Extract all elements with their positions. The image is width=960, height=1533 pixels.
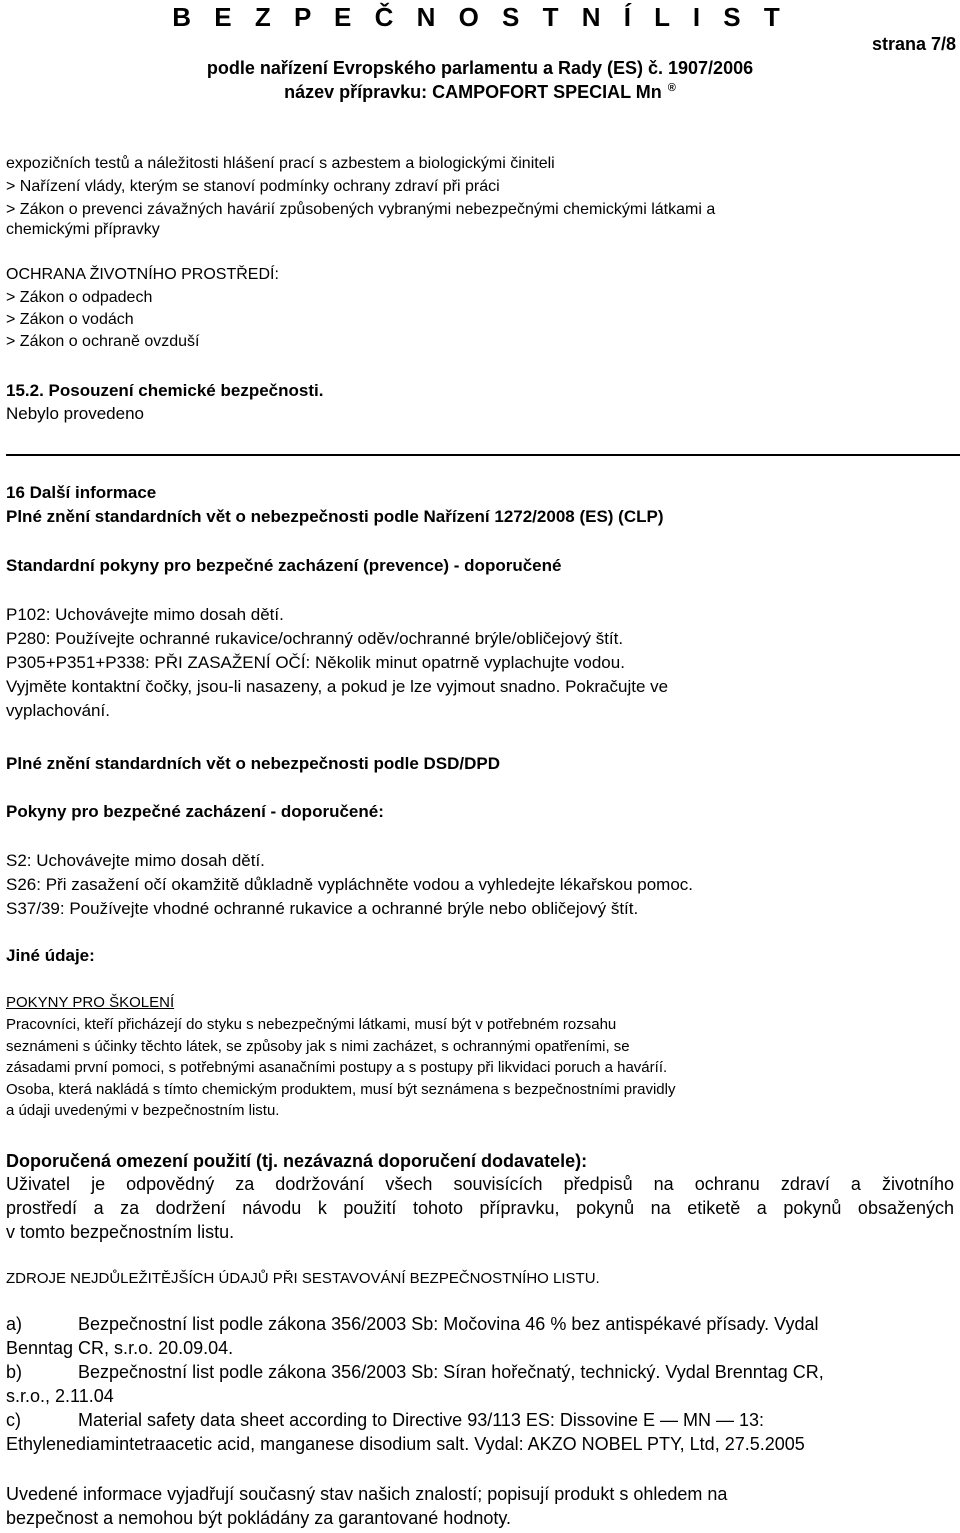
training-line: seznámeni s účinky těchto látek, se způsoby jak s nimi zacházet, s ochrannými opatřeními, se xyxy=(6,1038,630,1055)
section-15-2-heading: 15.2. Posouzení chemické bezpečnosti. xyxy=(6,381,324,400)
p-statement: P102: Uchovávejte mimo dosah dětí. xyxy=(6,605,284,624)
legal-line: chemickými přípravky xyxy=(6,221,160,238)
product-line xyxy=(0,82,960,103)
dsd-heading: Plné znění standardních vět o nebezpečnosti podle DSD/DPD xyxy=(6,754,501,773)
env-item: > Zákon o odpadech xyxy=(6,289,153,306)
source-item-c xyxy=(6,1410,764,1431)
restrictions-heading: Doporučená omezení použití (tj. nezávazná doporučení dodavatele): xyxy=(6,1151,588,1171)
s-statement: S2: Uchovávejte mimo dosah dětí. xyxy=(6,851,265,870)
source-label: a) xyxy=(6,1314,23,1334)
p-statement: P305+P351+P338: PŘI ZASAŽENÍ OČÍ: Několik minut opatrně vyplachujte vodou. xyxy=(6,653,625,672)
restrictions-line: Uživatel je odpovědný za dodržování všech souvisících předpisů na ochranu zdraví a životního xyxy=(6,1174,954,1194)
product-name: název přípravku: CAMPOFORT SPECIAL Mn xyxy=(284,82,662,102)
env-heading: OCHRANA ŽIVOTNÍHO PROSTŘEDÍ: xyxy=(6,266,279,283)
restrictions-line: prostředí a za dodržení návodu k použití tohoto přípravku, pokynů na etiketě a pokynů obsažených xyxy=(6,1198,954,1218)
section-divider xyxy=(6,454,960,456)
training-line: Pracovníci, kteří přicházejí do styku s nebezpečnými látkami, musí být v potřebném rozsahu xyxy=(6,1016,617,1033)
source-text: Bezpečnostní list podle zákona 356/2003 Sb: Močovina 46 % bez antispékavé přísady. Vydal xyxy=(78,1314,819,1334)
p-statement: vyplachování. xyxy=(6,701,110,720)
legal-line: > Zákon o prevenci závažných havárií způsobených vybranými nebezpečnými chemickými látkami a xyxy=(6,201,716,218)
registered-mark: ® xyxy=(667,82,676,94)
section-16-heading: 16 Další informace xyxy=(6,483,157,502)
legal-line: expozičních testů a náležitosti hlášení prací s azbestem a biologickými činiteli xyxy=(6,155,555,172)
source-item-b xyxy=(6,1362,824,1383)
s-statement: S26: Při zasažení očí okamžitě důkladně vypláchněte vodou a vyhledejte lékařskou pomoc. xyxy=(6,875,694,894)
source-label: c) xyxy=(6,1410,21,1430)
sources-heading: ZDROJE NEJDŮLEŽITĚJŠÍCH ÚDAJŮ PŘI SESTAVOVÁNÍ BEZPEČNOSTNÍHO LISTU. xyxy=(6,1270,600,1287)
training-line: a údaji uvedenými v bezpečnostním listu. xyxy=(6,1102,280,1119)
training-line: zásadami první pomoci, s potřebnými asanačními postupy a s postupy při likvidaci poruch a haváríí. xyxy=(6,1059,668,1076)
p-statement: P280: Používejte ochranné rukavice/ochranný oděv/ochranné brýle/obličejový štít. xyxy=(6,629,624,648)
other-info-heading: Jiné údaje: xyxy=(6,946,95,965)
source-label: b) xyxy=(6,1362,23,1382)
document-title: B E Z P E Č N O S T N Í L I S T xyxy=(172,2,788,32)
section-15-2-text: Nebylo provedeno xyxy=(6,404,144,423)
training-heading: POKYNY PRO ŠKOLENÍ xyxy=(6,994,175,1011)
source-item-a xyxy=(6,1314,818,1335)
s-statement: S37/39: Používejte vhodné ochranné rukavice a ochranné brýle nebo obličejový štít. xyxy=(6,899,639,918)
p-statement: Vyjměte kontaktní čočky, jsou-li nasazeny, a pokud je lze vyjmout snadno. Pokračujte ve xyxy=(6,677,669,696)
page-number: strana 7/8 xyxy=(871,34,956,54)
source-text-cont: s.r.o., 2.11.04 xyxy=(6,1386,114,1406)
dsd-subheading: Pokyny pro bezpečné zacházení - doporučené: xyxy=(6,802,384,821)
clp-heading: Plné znění standardních vět o nebezpečnosti podle Nařízení 1272/2008 (ES) (CLP) xyxy=(6,507,664,526)
restrictions-line: v tomto bezpečnostním listu. xyxy=(6,1222,235,1242)
source-text: Material safety data sheet according to Directive 93/113 ES: Dissovine E — MN — 13: xyxy=(78,1410,764,1430)
source-text: Bezpečnostní list podle zákona 356/2003 Sb: Síran hořečnatý, technický. Vydal Brenntag CR, xyxy=(78,1362,824,1382)
source-text-cont: Benntag CR, s.r.o. 20.09.04. xyxy=(6,1338,234,1358)
env-item: > Zákon o vodách xyxy=(6,311,134,328)
training-line: Osoba, která nakládá s tímto chemickým produktem, musí být seznámena s bezpečnostními pravidly xyxy=(6,1081,676,1098)
disclaimer-line: bezpečnost a nemohou být pokládány za garantované hodnoty. xyxy=(6,1508,512,1528)
prevention-heading: Standardní pokyny pro bezpečné zacházení (prevence) - doporučené xyxy=(6,556,562,575)
source-text-cont: Ethylenediamintetraacetic acid, manganese disodium salt. Vydal: AKZO NOBEL PTY, Ltd, 27.5.2005 xyxy=(6,1434,805,1454)
legal-line: > Nařízení vlády, kterým se stanoví podmínky ochrany zdraví při práci xyxy=(6,178,500,195)
disclaimer-line: Uvedené informace vyjadřují současný stav našich znalostí; popisují produkt s ohledem na xyxy=(6,1484,728,1504)
regulation-line: podle nařízení Evropského parlamentu a Rady (ES) č. 1907/2006 xyxy=(206,58,754,78)
env-item: > Zákon o ochraně ovzduší xyxy=(6,333,200,350)
